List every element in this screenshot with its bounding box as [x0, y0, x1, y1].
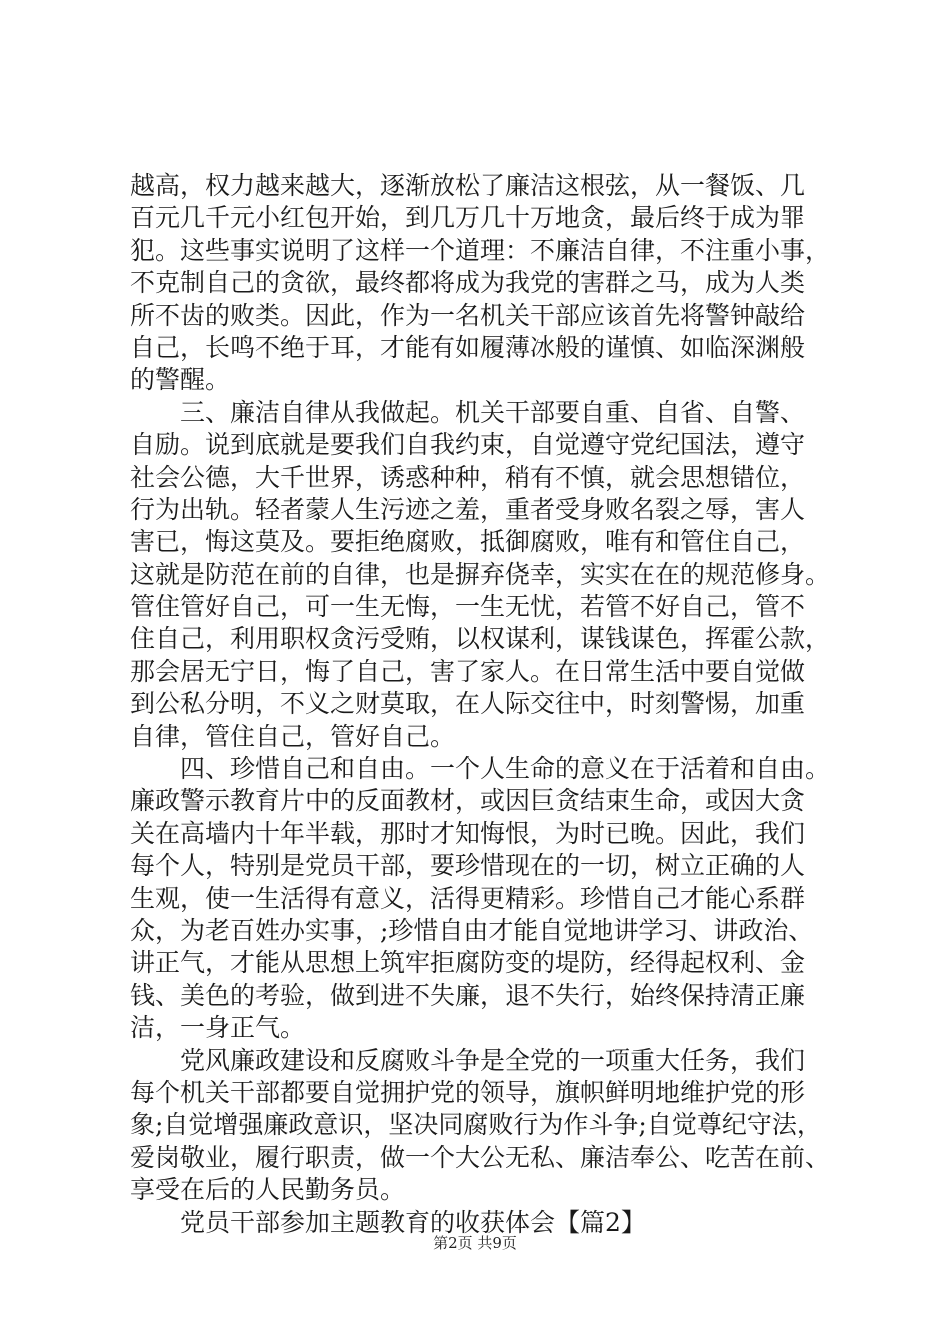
text-line: 廉政警示教育片中的反面教材，或因巨贪结束生命，或因大贪: [130, 786, 806, 816]
text-line: 洁，一身正气。: [130, 1013, 306, 1043]
text-line: 越高，权力越来越大，逐渐放松了廉洁这根弦，从一餐饭、几: [130, 171, 806, 200]
text-line: 象;自觉增强廉政意识，坚决同腐败行为作斗争;自觉尊纪守法，: [130, 1110, 822, 1140]
text-line: 钱、美色的考验，做到进不失廉，退不失行，始终保持清正廉: [130, 980, 806, 1010]
text-line: 自励。说到底就是要我们自我约束，自觉遵守党纪国法，遵守: [130, 430, 806, 460]
text-line: 四、珍惜自己和自由。一个人生命的意义在于活着和自由。: [180, 754, 831, 784]
text-line: 这就是防范在前的自律，也是摒弃侥幸，实实在在的规范修身。: [130, 559, 831, 589]
text-line: 住自己，利用职权贪污受贿，以权谋利，谋钱谋色，挥霍公款，: [130, 624, 831, 654]
text-line: 所不齿的败类。因此，作为一名机关干部应该首先将警钟敲给: [130, 300, 806, 330]
text-line: 到公私分明，不义之财莫取，在人际交往中，时刻警惕，加重: [130, 689, 806, 719]
text-line: 关在高墙内十年半载，那时才知悔恨，为时已晚。因此，我们: [130, 818, 806, 848]
text-line: 党员干部参加主题教育的收获体会【篇2】: [180, 1207, 646, 1237]
text-line: 每个机关干部都要自觉拥护党的领导，旗帜鲜明地维护党的形: [130, 1077, 806, 1107]
text-line: 享受在后的人民勤务员。: [130, 1175, 406, 1205]
text-line: 不克制自己的贪欲，最终都将成为我党的害群之马，成为人类: [130, 268, 806, 298]
text-line: 犯。这些事实说明了这样一个道理：不廉洁自律，不注重小事，: [130, 235, 831, 265]
text-line: 的警醒。: [130, 365, 231, 395]
text-line: 自律，管住自己，管好自己。: [130, 721, 456, 751]
text-line: 生观，使一生活得有意义，活得更精彩。珍惜自己才能心系群: [130, 883, 806, 913]
text-line: 众，为老百姓办实事，;珍惜自由才能自觉地讲学习、讲政治、: [130, 915, 814, 945]
page-footer: 第2页 共9页: [433, 1234, 517, 1252]
text-line: 讲正气，才能从思想上筑牢拒腐防变的堤防，经得起权利、金: [130, 948, 806, 978]
text-line: 每个人，特别是党员干部，要珍惜现在的一切，树立正确的人: [130, 851, 806, 881]
text-line: 那会居无宁日，悔了自己，害了家人。在日常生活中要自觉做: [130, 656, 806, 686]
text-line: 行为出轨。轻者蒙人生污迹之羞，重者受身败名裂之辱，害人: [130, 494, 806, 524]
text-line: 社会公德，大千世界，诱惑种种，稍有不慎，就会思想错位，: [130, 462, 806, 492]
text-line: 管住管好自己，可一生无悔，一生无忧，若管不好自己，管不: [130, 592, 806, 622]
text-line: 自己，长鸣不绝于耳，才能有如履薄冰般的谨慎、如临深渊般: [130, 332, 806, 362]
text-line: 害已，悔这莫及。要拒绝腐败，抵御腐败，唯有和管住自己，: [130, 527, 806, 557]
document-body: [130, 170, 830, 1239]
text-line: 三、廉洁自律从我做起。机关干部要自重、自省、自警、: [180, 397, 806, 427]
text-line: 爱岗敬业，履行职责，做一个大公无私、廉洁奉公、吃苦在前、: [130, 1142, 831, 1172]
text-line: 百元几千元小红包开始，到几万几十万地贪，最后终于成为罪: [130, 203, 806, 233]
text-line: 党风廉政建设和反腐败斗争是全党的一项重大任务，我们: [180, 1045, 806, 1075]
